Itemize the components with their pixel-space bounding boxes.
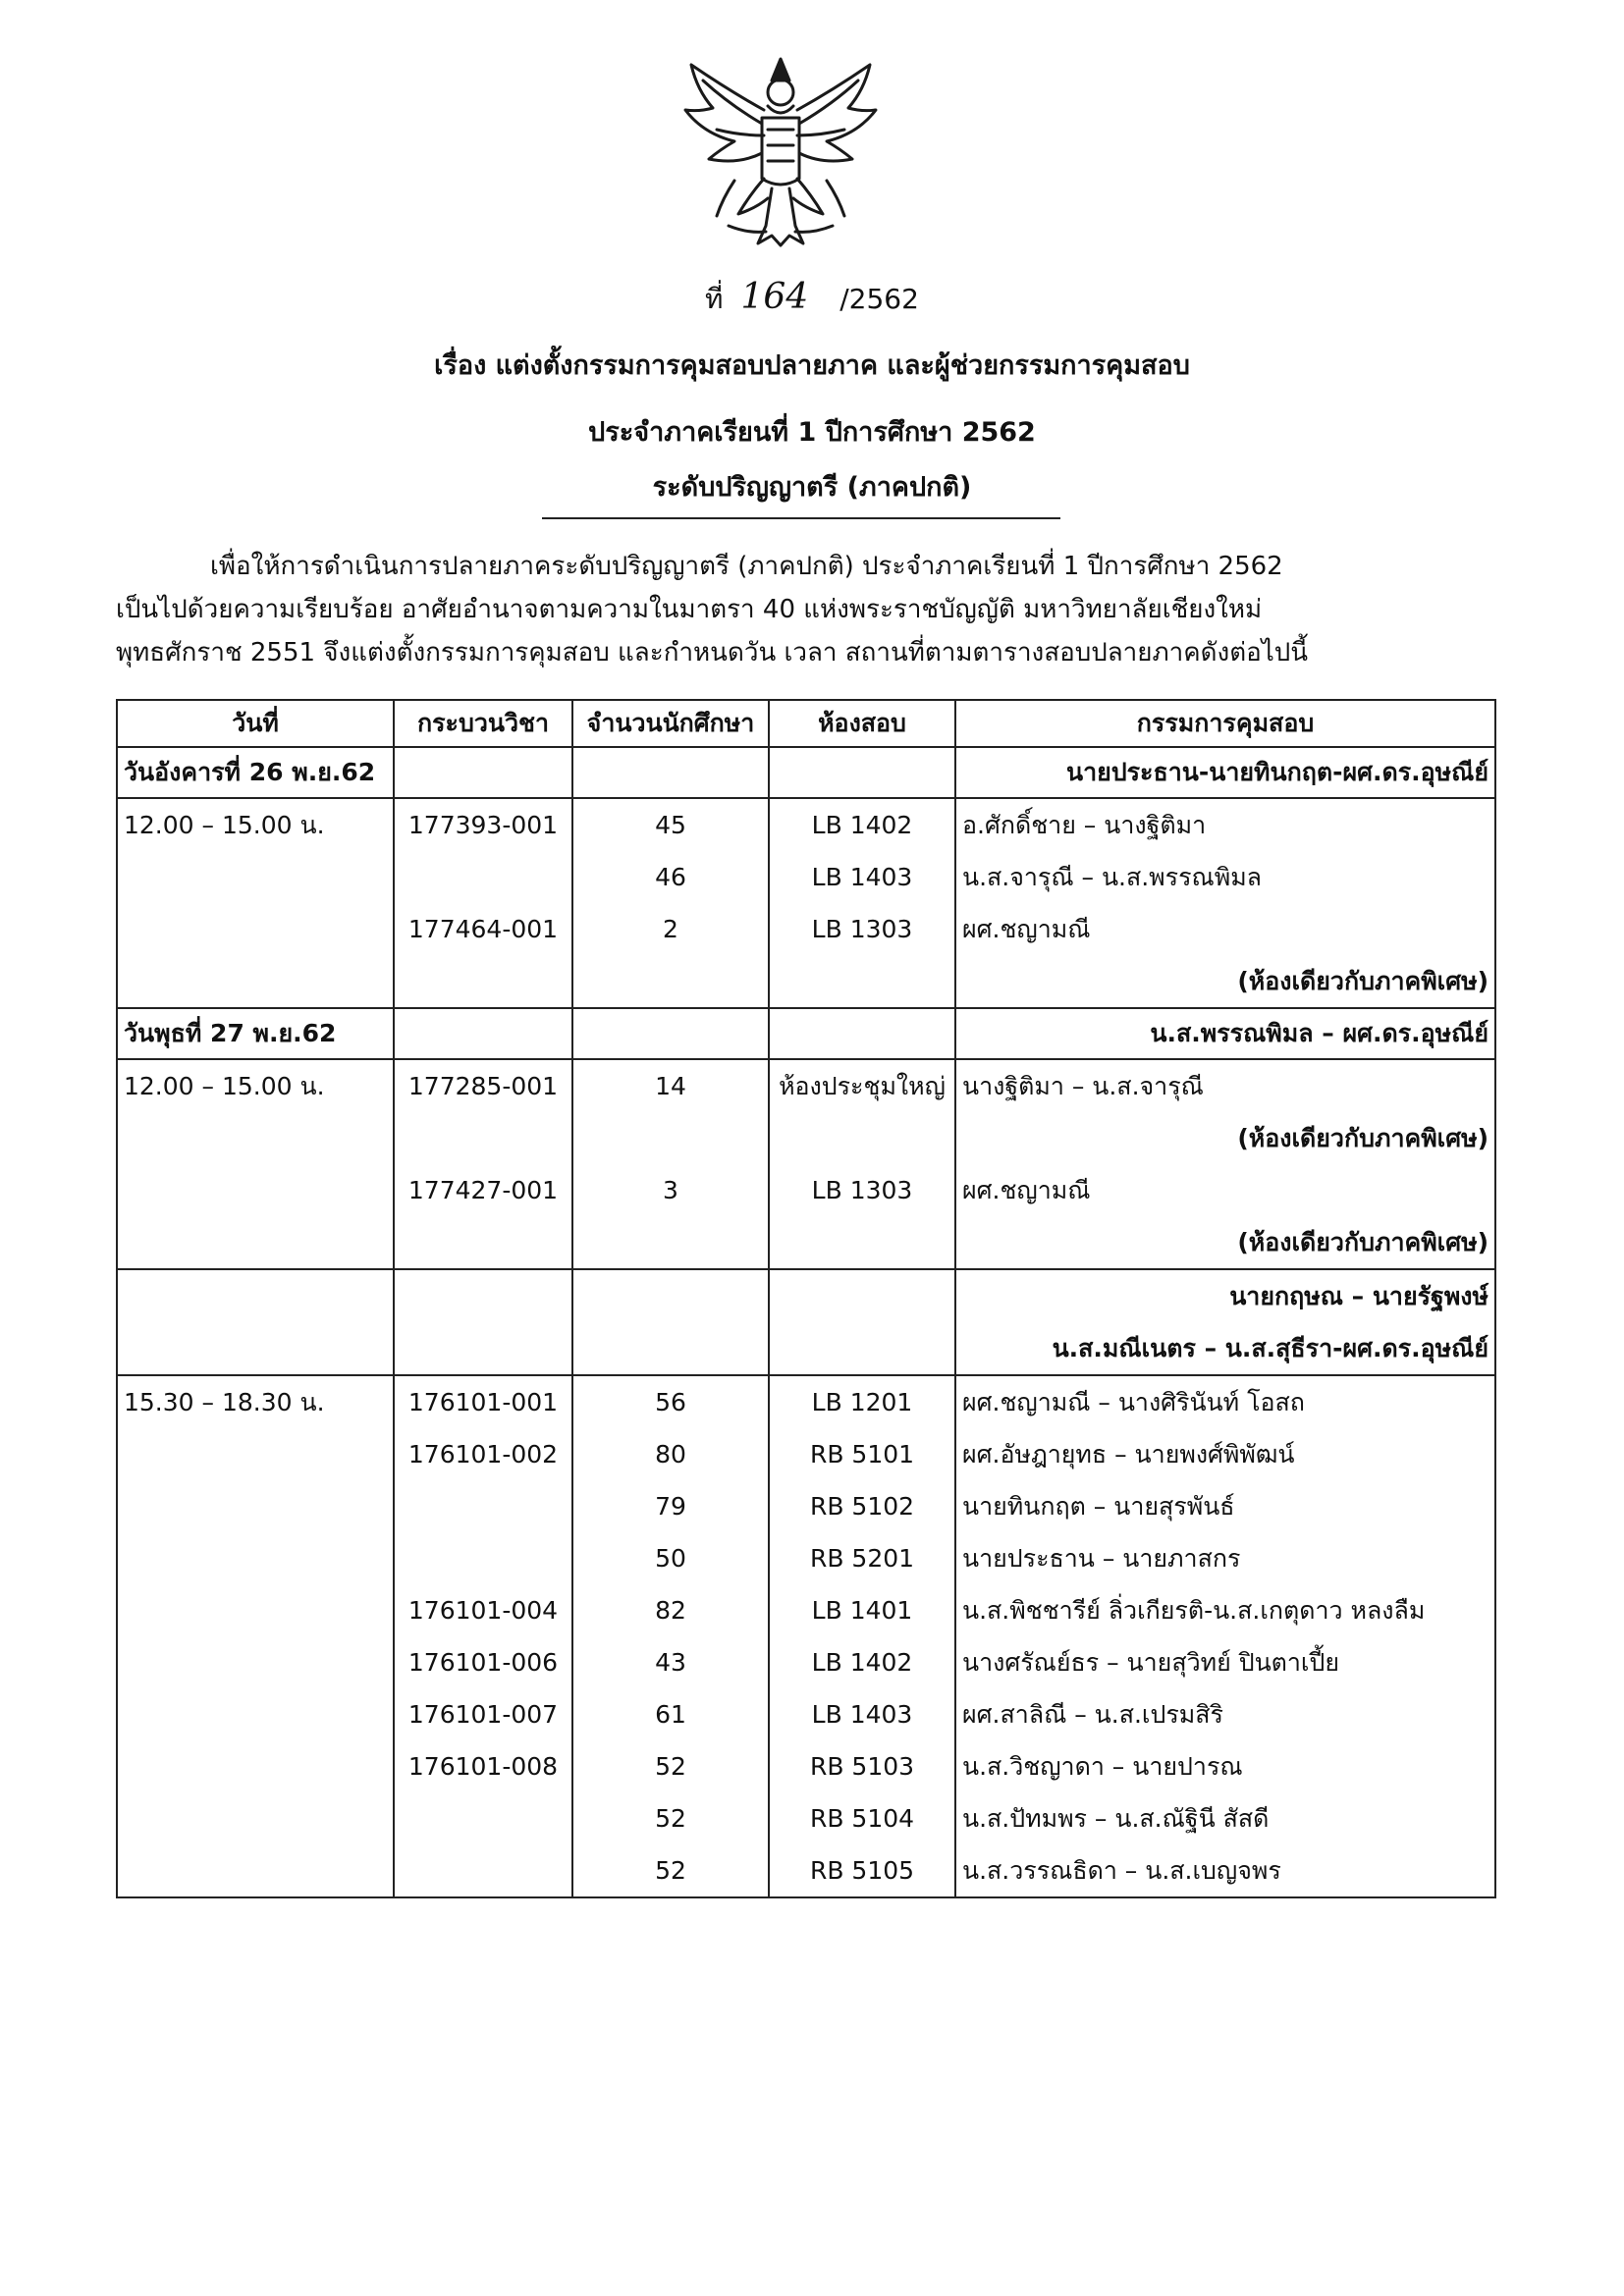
room-cell: RB 5104: [769, 1792, 955, 1844]
subject-line-2: ประจำภาคเรียนที่ 1 ปีการศึกษา 2562: [588, 417, 1036, 448]
date-cell: [117, 1428, 394, 1480]
date-cell: วันอังคารที่ 26 พ.ย.62: [117, 747, 394, 798]
course-cell: [394, 851, 572, 903]
count-cell: 3: [572, 1164, 769, 1216]
date-cell: [117, 955, 394, 1008]
course-cell: 176101-001: [394, 1375, 572, 1428]
table-row: [117, 1059, 1495, 1112]
proctor-cell: นายทินกฤต – นายสุรพันธ์: [955, 1480, 1495, 1532]
header-proctors: กรรมการคุมสอบ: [955, 700, 1495, 747]
date-cell: 15.30 – 18.30 น.: [117, 1375, 394, 1428]
room-cell: LB 1403: [769, 1688, 955, 1740]
date-cell: [117, 1584, 394, 1636]
table-row: [117, 1844, 1495, 1897]
count-cell: 52: [572, 1844, 769, 1897]
room-cell: [769, 1322, 955, 1375]
table-row: [117, 1428, 1495, 1480]
room-cell: RB 5102: [769, 1480, 955, 1532]
room-cell: LB 1402: [769, 1636, 955, 1688]
table-header-row: [117, 700, 1495, 747]
intro-line-3: พุทธศักราช 2551 จึงแต่งตั้งกรรมการคุมสอบ และกำหนดวัน เวลา สถานที่ตามตารางสอบปลายภาคดังต่อไปนี้: [116, 638, 1309, 667]
subject-line-3: ระดับปริญญาตรี (ภาคปกติ): [652, 472, 972, 503]
room-cell: [769, 1216, 955, 1269]
subject-line-1: เรื่อง แต่งตั้งกรรมการคุมสอบปลายภาค และผู้ช่วยกรรมการคุมสอบ: [434, 350, 1190, 381]
count-cell: 56: [572, 1375, 769, 1428]
date-cell: [117, 1844, 394, 1897]
intro-line-1: เพื่อให้การดำเนินการปลายภาคระดับปริญญาตรี (ภาคปกติ) ประจำภาคเรียนที่ 1 ปีการศึกษา 2562: [210, 552, 1283, 581]
table-row: [117, 1584, 1495, 1636]
course-cell: 176101-006: [394, 1636, 572, 1688]
proctor-cell: น.ส.พิชชารีย์ ลิ่วเกียรติ-น.ส.เกตุดาว หลงลืม: [955, 1584, 1495, 1636]
date-cell: [117, 1636, 394, 1688]
count-cell: [572, 1322, 769, 1375]
proctor-cell: นายประธาน-นายทินกฤต-ผศ.ดร.อุษณีย์: [955, 747, 1495, 798]
proctor-note-cell: (ห้องเดียวกับภาคพิเศษ): [955, 955, 1495, 1008]
course-cell: 177393-001: [394, 798, 572, 851]
room-cell: [769, 1112, 955, 1164]
room-cell: ห้องประชุมใหญ่: [769, 1059, 955, 1112]
table-row: [117, 1269, 1495, 1322]
proctor-cell: นายประธาน – นายภาสกร: [955, 1532, 1495, 1584]
room-cell: [769, 1008, 955, 1059]
course-cell: [394, 1532, 572, 1584]
date-cell: [117, 1480, 394, 1532]
date-cell: 12.00 – 15.00 น.: [117, 798, 394, 851]
doc-no-label: ที่: [705, 283, 724, 315]
course-cell: [394, 955, 572, 1008]
count-cell: 46: [572, 851, 769, 903]
table-row: [117, 1688, 1495, 1740]
table-row: [117, 747, 1495, 798]
date-cell: [117, 851, 394, 903]
course-cell: [394, 1480, 572, 1532]
course-cell: 177427-001: [394, 1164, 572, 1216]
proctor-cell: น.ส.จารุณี – น.ส.พรรณพิมล: [955, 851, 1495, 903]
course-cell: [394, 1269, 572, 1322]
header-room: ห้องสอบ: [769, 700, 955, 747]
count-cell: 50: [572, 1532, 769, 1584]
table-row: [117, 1216, 1495, 1269]
course-cell: 177464-001: [394, 903, 572, 955]
date-cell: [117, 1740, 394, 1792]
date-cell: วันพุธที่ 27 พ.ย.62: [117, 1008, 394, 1059]
course-cell: 176101-007: [394, 1688, 572, 1740]
course-cell: [394, 1792, 572, 1844]
course-cell: [394, 1008, 572, 1059]
proctor-cell: นางฐิติมา – น.ส.จารุณี: [955, 1059, 1495, 1112]
intro-line-2: เป็นไปด้วยความเรียบร้อย อาศัยอำนาจตามความในมาตรา 40 แห่งพระราชบัญญัติ มหาวิทยาลัยเชียงใหม่: [116, 595, 1263, 624]
doc-no-handwritten: 164: [740, 277, 809, 317]
course-cell: 176101-002: [394, 1428, 572, 1480]
proctor-note-cell: (ห้องเดียวกับภาคพิเศษ): [955, 1112, 1495, 1164]
room-cell: LB 1201: [769, 1375, 955, 1428]
course-cell: [394, 747, 572, 798]
count-cell: 43: [572, 1636, 769, 1688]
table-row: [117, 1532, 1495, 1584]
room-cell: LB 1401: [769, 1584, 955, 1636]
proctor-cell: น.ส.ปัทมพร – น.ส.ณัฐินี สัสดี: [955, 1792, 1495, 1844]
intro-paragraph: [116, 545, 1510, 674]
count-cell: [572, 747, 769, 798]
date-cell: [117, 1216, 394, 1269]
proctor-cell: ผศ.ชญามณี – นางศิรินันท์ โอสถ: [955, 1375, 1495, 1428]
proctor-cell: นางศรัณย์ธร – นายสุวิทย์ ปินตาเปี้ย: [955, 1636, 1495, 1688]
room-cell: [769, 955, 955, 1008]
course-cell: [394, 1322, 572, 1375]
date-cell: [117, 1164, 394, 1216]
count-cell: [572, 1216, 769, 1269]
count-cell: 80: [572, 1428, 769, 1480]
doc-no-year: /2562: [839, 283, 919, 315]
proctor-cell: น.ส.วรรณธิดา – น.ส.เบญจพร: [955, 1844, 1495, 1897]
course-cell: 176101-008: [394, 1740, 572, 1792]
count-cell: 52: [572, 1740, 769, 1792]
count-cell: 14: [572, 1059, 769, 1112]
count-cell: 82: [572, 1584, 769, 1636]
table-row: [117, 1375, 1495, 1428]
proctor-cell: ผศ.อัษฎายุทธ – นายพงศ์พิพัฒน์: [955, 1428, 1495, 1480]
count-cell: 45: [572, 798, 769, 851]
room-cell: [769, 1269, 955, 1322]
date-cell: [117, 1112, 394, 1164]
room-cell: RB 5201: [769, 1532, 955, 1584]
exam-schedule-table: [116, 699, 1496, 1898]
date-cell: [117, 1532, 394, 1584]
count-cell: 61: [572, 1688, 769, 1740]
count-cell: [572, 955, 769, 1008]
room-cell: RB 5105: [769, 1844, 955, 1897]
proctor-note-cell: (ห้องเดียวกับภาคพิเศษ): [955, 1216, 1495, 1269]
course-cell: 177285-001: [394, 1059, 572, 1112]
proctor-cell: น.ส.พรรณพิมล – ผศ.ดร.อุษณีย์: [955, 1008, 1495, 1059]
table-row: [117, 1792, 1495, 1844]
title-divider: [542, 517, 1060, 519]
count-cell: 79: [572, 1480, 769, 1532]
course-cell: [394, 1112, 572, 1164]
date-cell: [117, 903, 394, 955]
table-row: [117, 903, 1495, 955]
table-row: [117, 1322, 1495, 1375]
room-cell: LB 1402: [769, 798, 955, 851]
proctor-cell: ผศ.สาลิณี – น.ส.เปรมสิริ: [955, 1688, 1495, 1740]
table-row: [117, 1480, 1495, 1532]
proctor-cell: ผศ.ชญามณี: [955, 1164, 1495, 1216]
document-number: [0, 277, 1624, 321]
proctor-cell: อ.ศักดิ์ชาย – นางฐิติมา: [955, 798, 1495, 851]
table-row: [117, 798, 1495, 851]
proctor-cell: น.ส.มณีเนตร – น.ส.สุธีรา-ผศ.ดร.อุษณีย์: [955, 1322, 1495, 1375]
count-cell: 52: [572, 1792, 769, 1844]
proctor-cell: นายกฤษณ – นายรัฐพงษ์: [955, 1269, 1495, 1322]
room-cell: RB 5103: [769, 1740, 955, 1792]
count-cell: [572, 1112, 769, 1164]
course-cell: 176101-004: [394, 1584, 572, 1636]
proctor-cell: ผศ.ชญามณี: [955, 903, 1495, 955]
course-cell: [394, 1216, 572, 1269]
header-student-count: จำนวนนักศึกษา: [572, 700, 769, 747]
room-cell: LB 1403: [769, 851, 955, 903]
count-cell: [572, 1008, 769, 1059]
room-cell: LB 1303: [769, 1164, 955, 1216]
header-date: วันที่: [117, 700, 394, 747]
course-cell: [394, 1844, 572, 1897]
count-cell: [572, 1269, 769, 1322]
date-cell: [117, 1322, 394, 1375]
date-cell: [117, 1269, 394, 1322]
table-row: [117, 1740, 1495, 1792]
table-row: [117, 1164, 1495, 1216]
room-cell: [769, 747, 955, 798]
table-row: [117, 851, 1495, 903]
room-cell: LB 1303: [769, 903, 955, 955]
count-cell: 2: [572, 903, 769, 955]
date-cell: 12.00 – 15.00 น.: [117, 1059, 394, 1112]
proctor-cell: น.ส.วิชญาดา – นายปารณ: [955, 1740, 1495, 1792]
table-row: [117, 1008, 1495, 1059]
header-course: กระบวนวิชา: [394, 700, 572, 747]
date-cell: [117, 1688, 394, 1740]
garuda-emblem: [670, 51, 892, 253]
date-cell: [117, 1792, 394, 1844]
table-row: [117, 955, 1495, 1008]
table-row: [117, 1636, 1495, 1688]
table-row: [117, 1112, 1495, 1164]
room-cell: RB 5101: [769, 1428, 955, 1480]
